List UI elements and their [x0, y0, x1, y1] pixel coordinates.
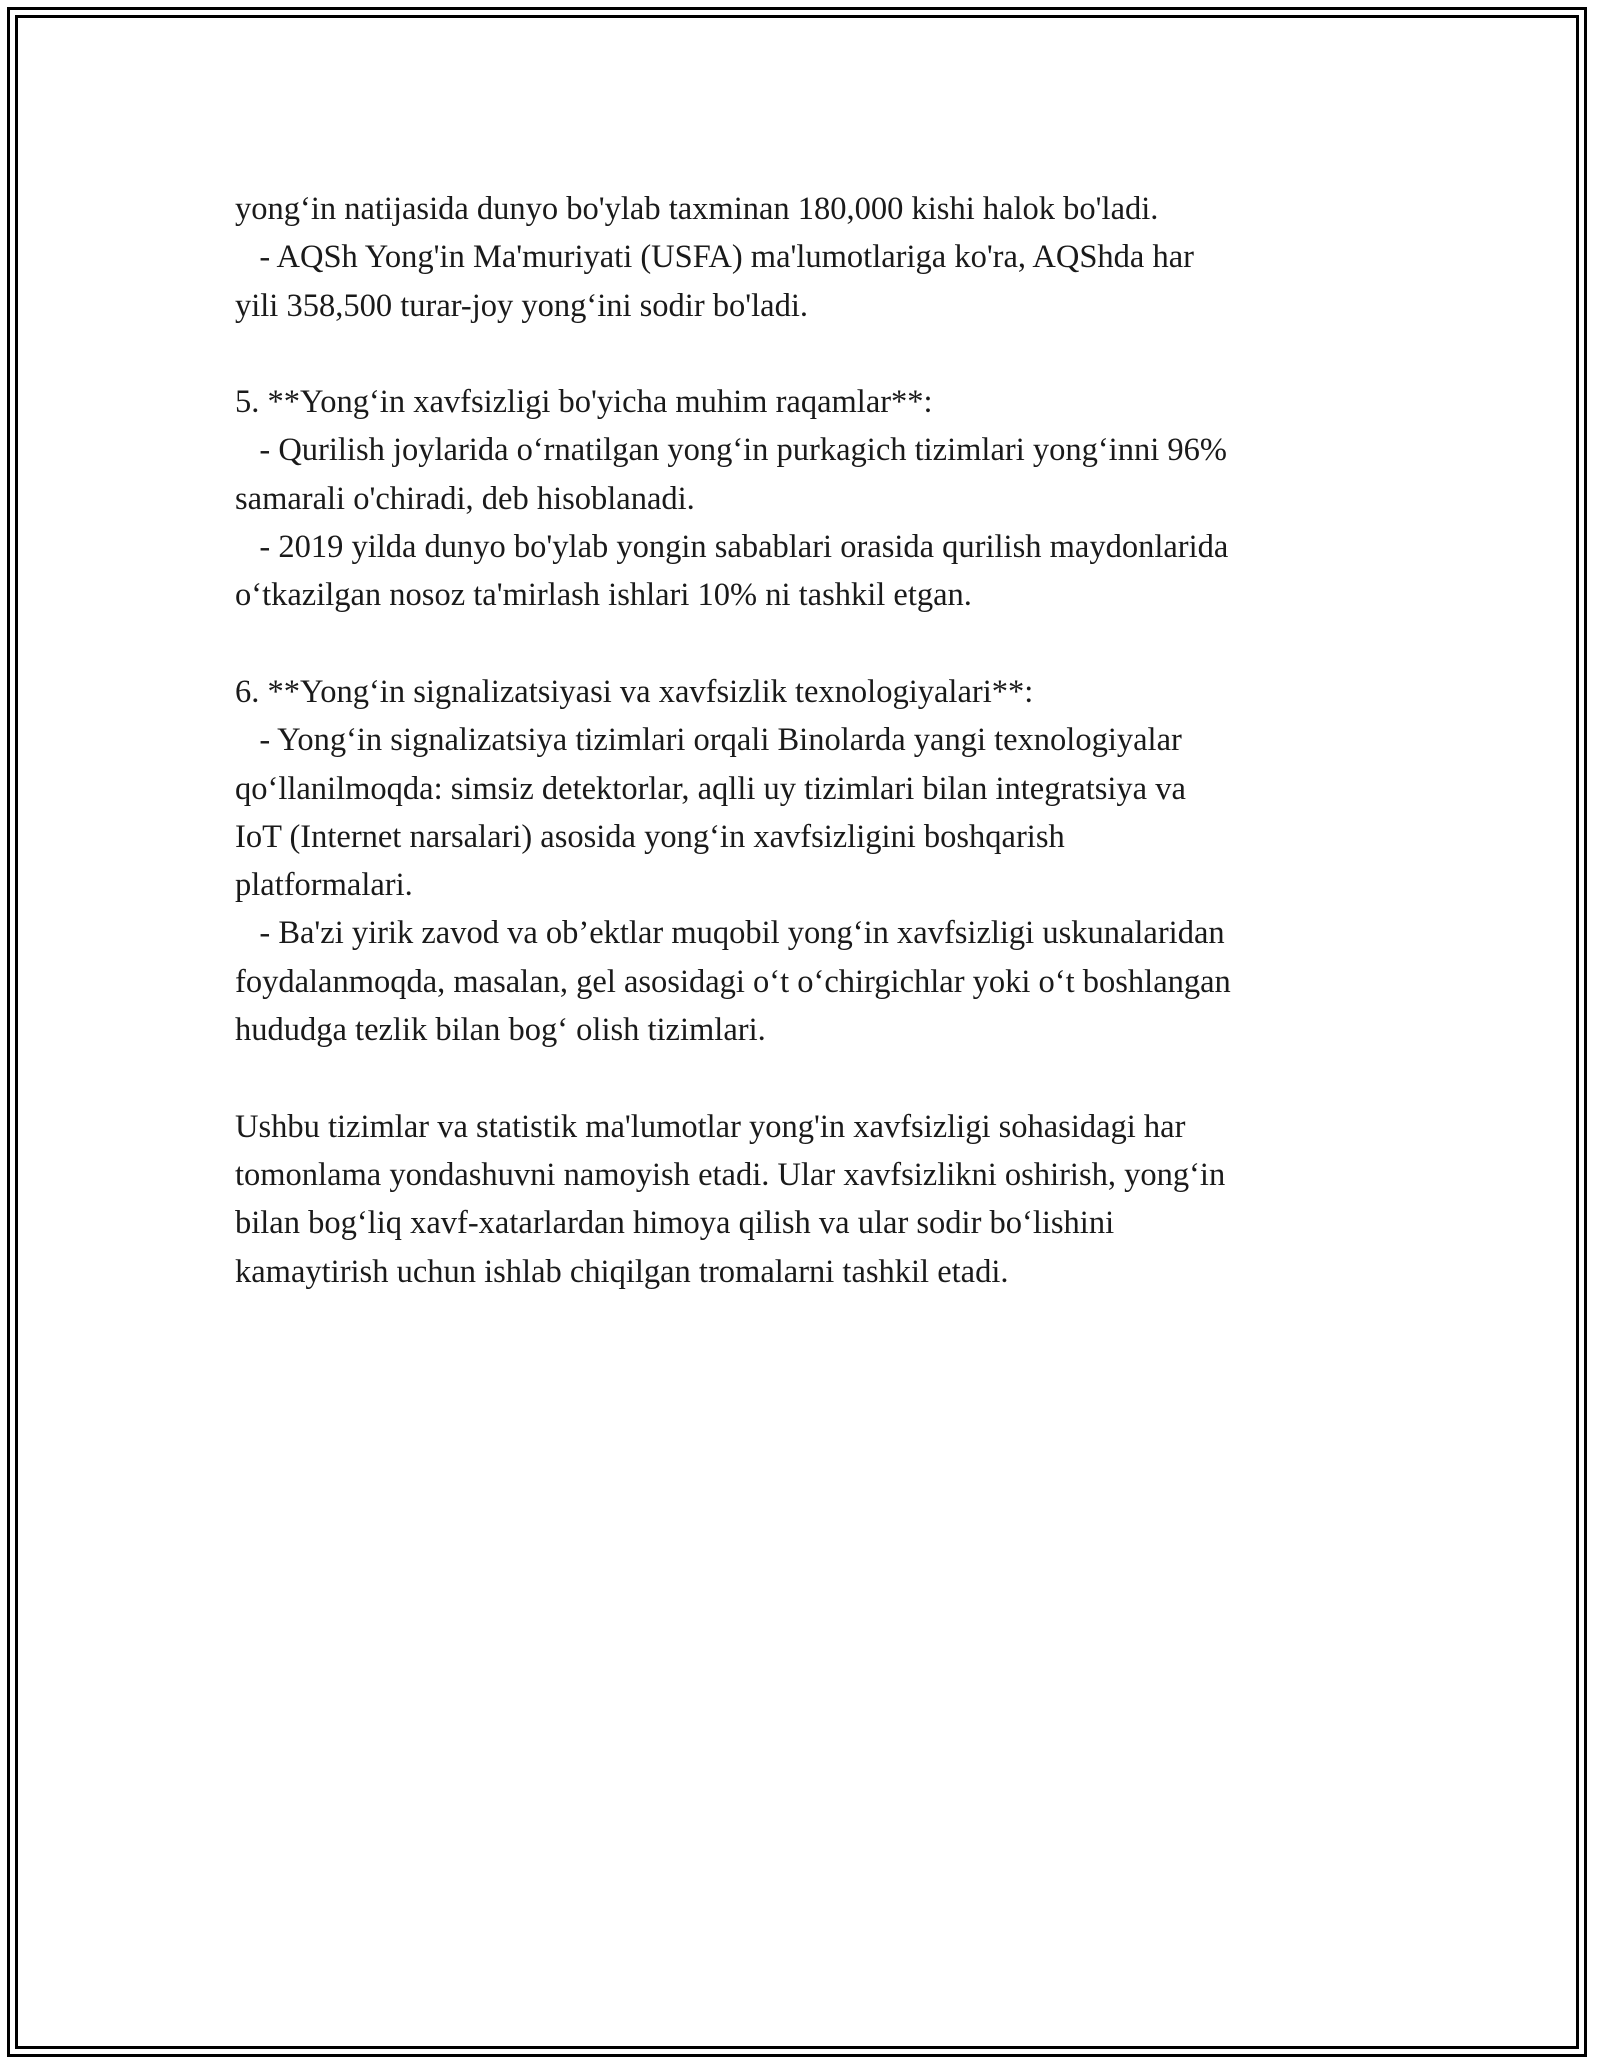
paragraph-spacer [235, 330, 1385, 378]
paragraph-spacer [235, 620, 1385, 668]
section-heading: 5. **Yong‘in xavfsizligi bo'yicha muhim raqamlar**: [235, 384, 933, 421]
text-line: o‘tkazilgan nosoz ta'mirlash ishlari 10% ni tashkil etgan. [235, 577, 972, 614]
paragraph-spacer [235, 1054, 1385, 1102]
text-line: bilan bog‘liq xavf-xatarlardan himoya qilish va ular sodir bo‘lishini [235, 1205, 1115, 1242]
text-line: Ushbu tizimlar va statistik ma'lumotlar yong'in xavfsizligi sohasidagi har [235, 1108, 1186, 1145]
text-line: hududga tezlik bilan bog‘ olish tizimlari. [235, 1012, 766, 1049]
document-body [235, 185, 1385, 1296]
text-line: yong‘in natijasida dunyo bo'ylab taxminan 180,000 kishi halok bo'ladi. [235, 191, 1159, 227]
text-line: kamaytirish uchun ishlab chiqilgan tromalarni tashkil etadi. [235, 1253, 1009, 1290]
text-line: - AQSh Yong'in Ma'muriyati (USFA) ma'lumotlariga ko'ra, AQShda har [235, 239, 1194, 276]
text-line: samarali o'chiradi, deb hisoblanadi. [235, 480, 695, 517]
section-heading: 6. **Yong‘in signalizatsiyasi va xavfsizlik texnologiyalari**: [235, 673, 1034, 710]
text-line: - 2019 yilda dunyo bo'ylab yongin sabablari orasida qurilish maydonlarida [235, 529, 1229, 566]
text-line: yili 358,500 turar-joy yong‘ini sodir bo'ladi. [235, 287, 808, 324]
text-line: qo‘llanilmoqda: simsiz detektorlar, aqlli uy tizimlari bilan integratsiya va [235, 770, 1186, 807]
text-line: tomonlama yondashuvni namoyish etadi. Ular xavfsizlikni oshirish, yong‘in [235, 1156, 1226, 1193]
text-line: platformalari. [235, 867, 413, 904]
text-line: foydalanmoqda, masalan, gel asosidagi o‘t o‘chirgichlar yoki o‘t boshlangan [235, 963, 1231, 1000]
text-line: IoT (Internet narsalari) asosida yong‘in xavfsizligini boshqarish [235, 818, 1065, 855]
text-line: - Qurilish joylarida o‘rnatilgan yong‘in purkagich tizimlari yong‘inni 96% [235, 432, 1227, 469]
text-line: - Yong‘in signalizatsiya tizimlari orqali Binolarda yangi texnologiyalar [235, 722, 1182, 759]
text-line: - Ba'zi yirik zavod va ob’ektlar muqobil yong‘in xavfsizligi uskunalaridan [235, 915, 1225, 952]
